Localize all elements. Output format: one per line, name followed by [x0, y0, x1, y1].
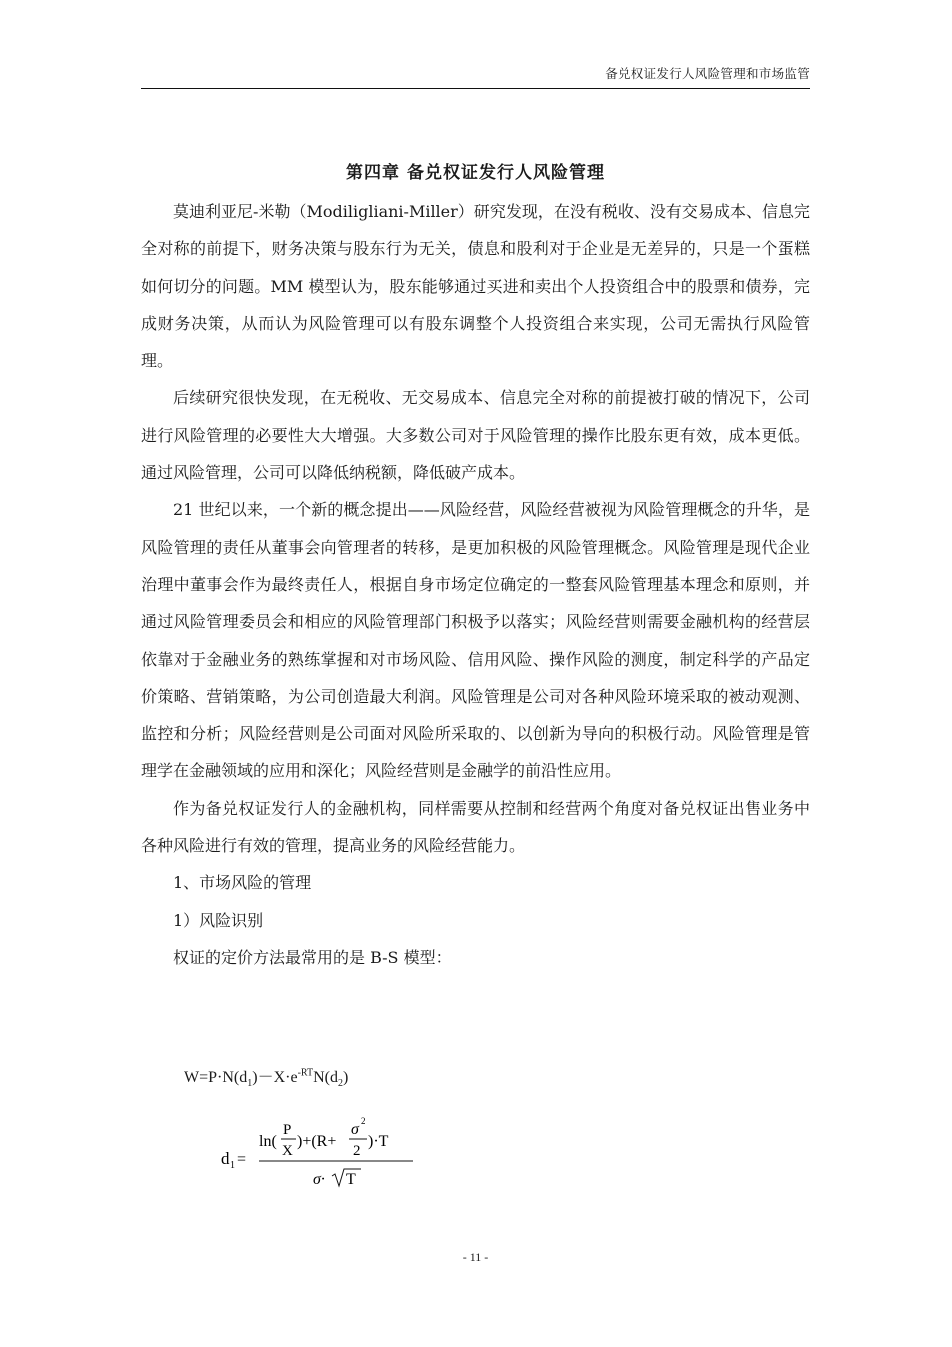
d1-equals: = — [237, 1151, 247, 1168]
d1-den-sigma: σ· — [313, 1171, 325, 1188]
paragraph-issuer: 作为备兑权证发行人的金融机构，同样需要从控制和经营两个角度对备兑权证出售业务中各种风险进行有效的管理，提高业务的风险经营能力。 — [141, 798, 810, 856]
header-rule — [141, 88, 810, 89]
d1-ln: ln( — [259, 1133, 277, 1150]
d1-sigma: σ — [351, 1121, 359, 1138]
page-number: - 11 - — [462, 1250, 489, 1264]
d1-sigma-exp: 2 — [361, 1116, 366, 1126]
formula-warrant-price: $W=P\cdot N(d_1)-X\cdot e^{-RT}N(d_2)$ — [184, 1067, 349, 1090]
d1-den-t: T — [346, 1171, 356, 1188]
d1-sub: 1 — [230, 1160, 235, 1171]
subsection-risk-identification: 1）风险识别 — [173, 910, 264, 930]
paragraph-risk-operation: 21 世纪以来，一个新的概念提出——风险经营，风险经营被视为风险管理概念的升华，是风险管理的责任从董事会向管理者的转移，是更加积极的风险管理概念。风险管理是现代企业治理中董事会作为最终责任人，根据自身市场定位确定的一整套风险管理基本理念和原则，并通过风险管理委员会和相应的风险管理部门积极予以落实；风险经营则需要金融机构的经营层依靠对于金融业务的熟练掌握和对市场风险、信用风险、操作风险的测度，制定科学的产品定价策略、营销策略，为公司创造最大利润。风险管理是公司对各种风险环境采取的被动观测、监控和分析；风险经营则是公司面对风险所采取的、以创新为导向的积极行动。风险管理是管理学在金融领域的应用和深化；风险经营则是金融学的前沿性应用。 — [141, 500, 810, 781]
d1-two: 2 — [353, 1143, 361, 1159]
d1-frac-den: X — [282, 1143, 293, 1159]
d1-plus-open: )+(R+ — [297, 1133, 337, 1150]
paragraph-later-research: 后续研究很快发现，在无税收、无交易成本、信息完全对称的前提被打破的情况下，公司进行风险管理的必要性大大增强。大多数公司对于风险管理的操作比股东更有效，成本更低。通过风险管理，公司可以降低纳税额，降低破产成本。 — [141, 388, 810, 483]
d1-var: d — [221, 1149, 230, 1168]
d1-close-t: )·T — [368, 1133, 389, 1150]
section-market-risk: 1、市场风险的管理 — [173, 873, 312, 893]
paragraph-bs-model: 权证的定价方法最常用的是 B-S 模型： — [173, 947, 452, 967]
body-text — [141, 193, 810, 976]
running-header: 备兑权证发行人风险管理和市场监管 — [605, 66, 810, 81]
paragraph-mm: 莫迪利亚尼-米勒（Modiligliani-Miller）研究发现，在没有税收、没有交易成本、信息完全对称的前提下，财务决策与股东行为无关，债息和股利对于企业是无差异的，只是一个蛋糕如何切分的问题。MM 模型认为，股东能够通过买进和卖出个人投资组合中的股票和债券，完成财务决策，从而认为风险管理可以有股东调整个人投资组合来实现，公司无需执行风险管理。 — [141, 202, 810, 371]
chapter-title: 第四章 备兑权证发行人风险管理 — [346, 163, 605, 183]
d1-frac-num: P — [283, 1122, 292, 1138]
formula-d1 — [221, 1112, 421, 1192]
